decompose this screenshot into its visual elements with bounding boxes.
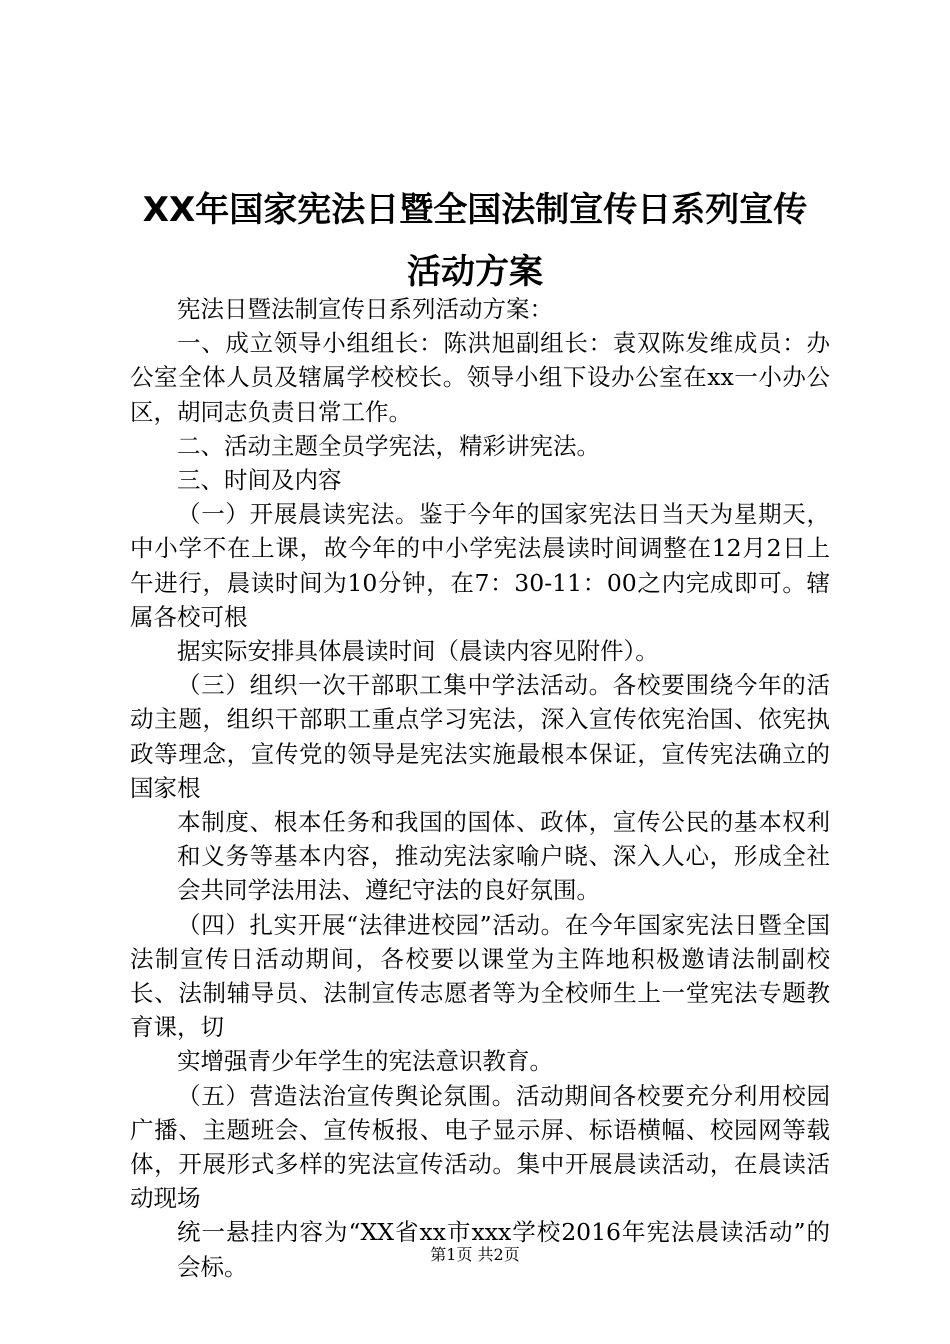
document-title-line-2: 活动方案 (407, 252, 543, 292)
paragraph-morning-reading-continued: 据实际安排具体晨读时间（晨读内容见附件）。 (177, 637, 659, 666)
paragraph-time-content-heading: 三、时间及内容 (177, 466, 342, 495)
paragraph-theme: 二、活动主题全员学宪法，精彩讲宪法。 (177, 431, 600, 460)
paragraph-law-into-campus-continued: 实增强青少年学生的宪法意识教育。 (177, 1047, 553, 1076)
paragraph-law-into-campus: （四）扎实开展“法律进校园”活动。在今年国家宪法日暨全国法制宣传日活动期间，各校要以课堂为主阵地积极邀请法制副校长、法制辅导员、法制宣传志愿者等为全校师生上一堂宪法专题教育课，切 (130, 910, 830, 1042)
paragraph-staff-study: （三）组织一次干部职工集中学法活动。各校要围绕今年的活动主题，组织干部职工重点学习宪法，深入宣传依宪治国、依宪执政等理念，宣传党的领导是宪法实施最根本保证，宣传宪法确立的国家根 (130, 671, 830, 802)
page-number-footer: 第1页 共2页 (430, 1245, 520, 1264)
paragraph-publicity-atmosphere: （五）营造法治宣传舆论氛围。活动期间各校要充分利用校园广播、主题班会、宣传板报、电子显示屏、标语横幅、校园网等载体，开展形式多样的宪法宣传活动。集中开展晨读活动，在晨读活动现场 (130, 1081, 830, 1213)
paragraph-staff-study-continued: 本制度、根本任务和我国的国体、政体，宣传公民的基本权利和义务等基本内容，推动宪法家喻户晓、深入人心，形成全社会共同学法用法、遵纪守法的良好氛围。 (177, 808, 830, 905)
document-body (130, 292, 830, 1284)
paragraph-publicity-atmosphere-continued: 统一悬挂内容为“XX省xx市xxx学校2016年宪法晨读活动”的会标。 (177, 1218, 830, 1281)
paragraph-leadership-group: 一、成立领导小组组长：陈洪旭副组长：袁双陈发维成员：办公室全体人员及辖属学校校长。领导小组下设办公室在xx一小办公区，胡同志负责日常工作。 (130, 329, 830, 426)
document-title-line-1: XX年国家宪法日暨全国法制宣传日系列宣传 (142, 190, 808, 230)
paragraph-morning-reading: （一）开展晨读宪法。鉴于今年的国家宪法日当天为星期天，中小学不在上课，故今年的中小学宪法晨读时间调整在12月2日上午进行，晨读时间为10分钟，在7：30-11：00之内完成即可。辖属各校可根 (130, 500, 830, 631)
paragraph-intro: 宪法日暨法制宣传日系列活动方案： (177, 295, 553, 323)
